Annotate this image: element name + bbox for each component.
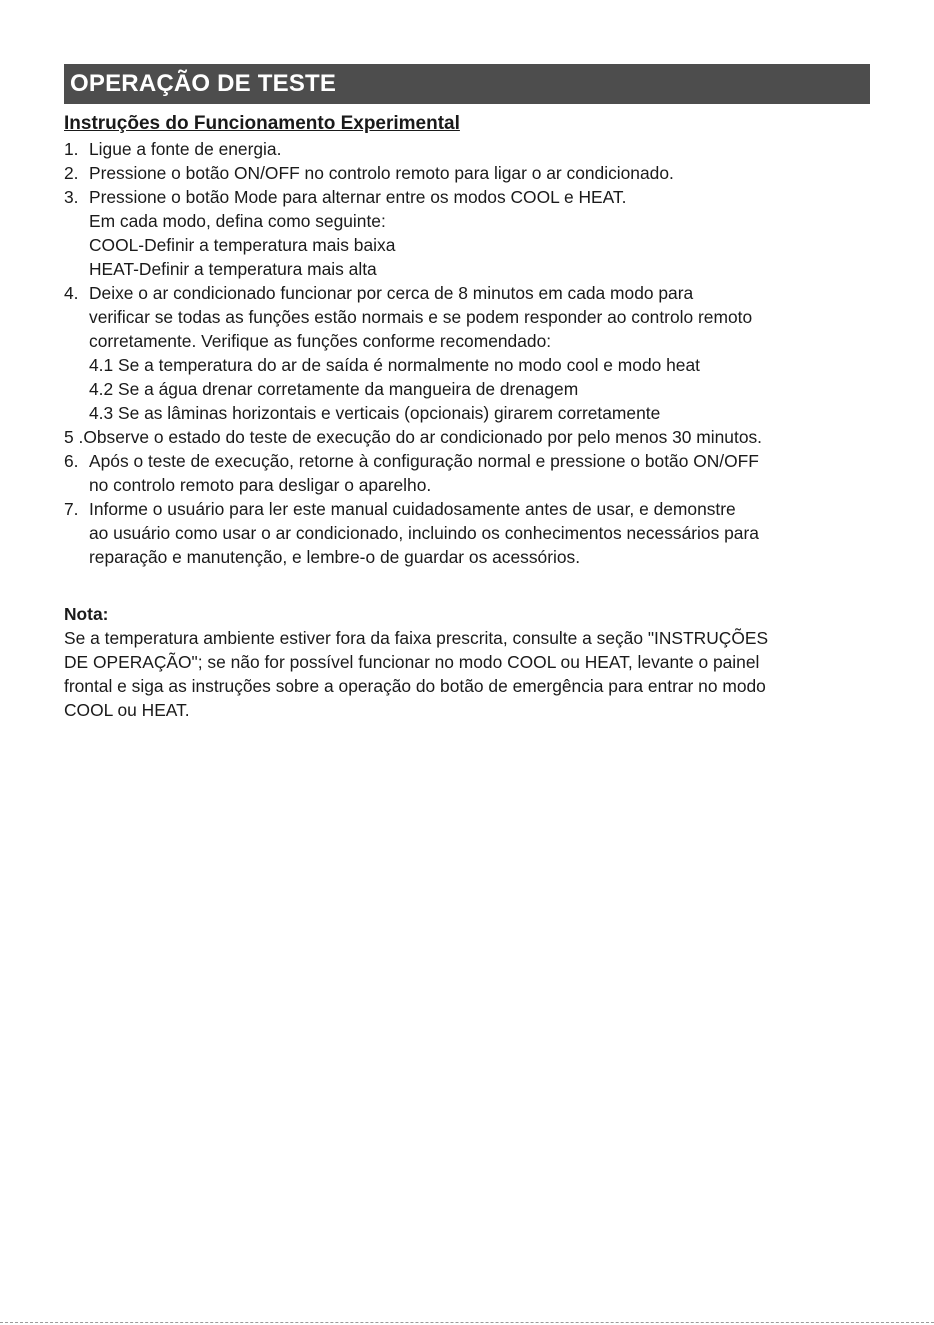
note-line: COOL ou HEAT. bbox=[64, 700, 190, 720]
step-text bbox=[89, 185, 870, 281]
step-line: Em cada modo, defina como seguinte: bbox=[89, 211, 386, 231]
step-5 bbox=[64, 425, 870, 449]
note-body bbox=[64, 626, 870, 722]
step-line: ao usuário como usar o ar condicionado, incluindo os conhecimentos necessários para bbox=[89, 523, 759, 543]
step-text bbox=[83, 425, 870, 449]
step-line: Ligue a fonte de energia. bbox=[89, 139, 282, 159]
note-line: DE OPERAÇÃO"; se não for possível funcionar no modo COOL ou HEAT, levante o painel bbox=[64, 652, 760, 672]
step-line: corretamente. Verifique as funções conforme recomendado: bbox=[89, 331, 552, 351]
step-text bbox=[89, 497, 870, 569]
step-line: 4.3 Se as lâminas horizontais e verticais (opcionais) girarem corretamente bbox=[89, 403, 661, 423]
step-text bbox=[89, 161, 870, 185]
document-page bbox=[64, 64, 870, 722]
step-line: Pressione o botão ON/OFF no controlo remoto para ligar o ar condicionado. bbox=[89, 163, 674, 183]
note-title: Nota: bbox=[64, 604, 109, 624]
step-line: no controlo remoto para desligar o aparelho. bbox=[89, 475, 432, 495]
step-line: Pressione o botão Mode para alternar entre os modos COOL e HEAT. bbox=[89, 187, 627, 207]
step-line: COOL-Definir a temperatura mais baixa bbox=[89, 235, 396, 255]
step-line: 4.1 Se a temperatura do ar de saída é normalmente no modo cool e modo heat bbox=[89, 355, 700, 375]
step-line: HEAT-Definir a temperatura mais alta bbox=[89, 259, 377, 279]
step-number: 5 . bbox=[64, 427, 84, 447]
step-number: 3. bbox=[64, 187, 79, 207]
step-7 bbox=[64, 497, 870, 569]
step-line: Após o teste de execução, retorne à configuração normal e pressione o botão ON/OFF bbox=[89, 451, 759, 471]
step-text bbox=[89, 449, 870, 497]
step-line: Deixe o ar condicionado funcionar por cerca de 8 minutos em cada modo para bbox=[89, 283, 694, 303]
step-line: Observe o estado do teste de execução do ar condicionado por pelo menos 30 minutos. bbox=[83, 427, 763, 447]
step-3 bbox=[64, 185, 870, 281]
step-text bbox=[89, 281, 870, 425]
step-6 bbox=[64, 449, 870, 497]
step-1 bbox=[64, 137, 870, 161]
step-4 bbox=[64, 281, 870, 425]
step-line: 4.2 Se a água drenar corretamente da mangueira de drenagem bbox=[89, 379, 579, 399]
step-number: 7. bbox=[64, 499, 79, 519]
page-bottom-border bbox=[0, 1322, 934, 1323]
step-number: 1. bbox=[64, 139, 79, 159]
note-line: frontal e siga as instruções sobre a operação do botão de emergência para entrar no modo bbox=[64, 676, 766, 696]
steps-list bbox=[64, 137, 870, 569]
section-header bbox=[64, 64, 870, 104]
step-line: verificar se todas as funções estão normais e se podem responder ao controlo remoto bbox=[89, 307, 753, 327]
step-number: 4. bbox=[64, 283, 79, 303]
step-text bbox=[89, 137, 870, 161]
step-line: reparação e manutenção, e lembre-o de guardar os acessórios. bbox=[89, 547, 581, 567]
step-2 bbox=[64, 161, 870, 185]
page-title: OPERAÇÃO DE TESTE bbox=[70, 70, 337, 97]
step-number: 6. bbox=[64, 451, 79, 471]
step-number: 2. bbox=[64, 163, 79, 183]
note-line: Se a temperatura ambiente estiver fora da faixa prescrita, consulte a seção "INSTRUÇÕES bbox=[64, 628, 769, 648]
section-subtitle: Instruções do Funcionamento Experimental bbox=[64, 113, 460, 134]
step-line: Informe o usuário para ler este manual cuidadosamente antes de usar, e demonstre bbox=[89, 499, 736, 519]
